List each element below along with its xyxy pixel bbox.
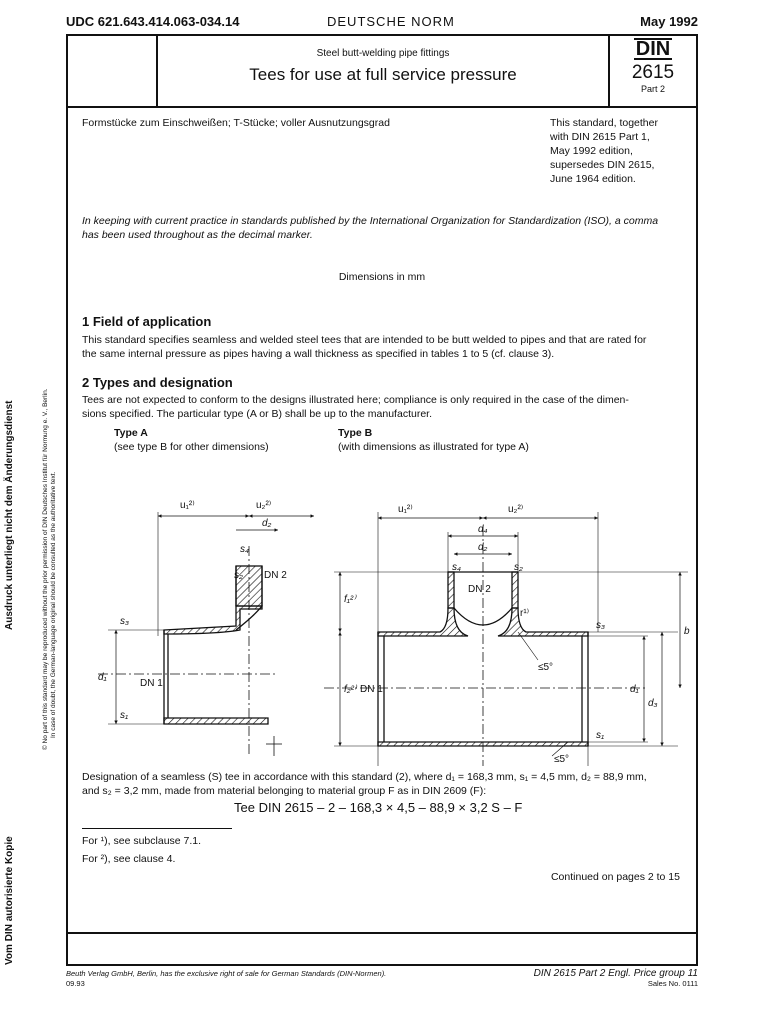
copyright-note: © No part of this standard may be reproduced without the prior permission of DIN Deutsches Institut für Normung e. V., Berlin. In case of doubt, the German-language original should be consulted as the authoritative text. — [42, 388, 57, 750]
designation-example: Tee DIN 2615 – 2 – 168,3 × 4,5 – 88,9 × 3,2 S – F — [234, 800, 523, 815]
label-u1: u₁²⁾ — [180, 500, 195, 511]
type-b-drawing — [324, 512, 688, 766]
footnotes: For ¹), see subclause 7.1. For ²), see clause 4. — [82, 835, 202, 865]
label-b-dn2: DN 2 — [468, 584, 491, 595]
type-a-caption: Type A (see type B for other dimensions) — [114, 427, 269, 453]
label-s4: s₄ — [240, 544, 250, 555]
dimensions-note: Dimensions in mm — [338, 271, 426, 283]
tee-drawing — [68, 456, 696, 766]
label-b-dn1: DN 1 — [360, 684, 383, 695]
german-title: Formstücke zum Einschweißen; T-Stücke; voller Ausnutzungsgrad — [82, 117, 390, 129]
label-s2: s₂ — [234, 570, 243, 581]
label-b-u1: u₁²⁾ — [398, 504, 413, 515]
side-note-no-update: Ausdruck unterliegt nicht dem Änderungsdienst — [4, 400, 15, 630]
continued-note: Continued on pages 2 to 15 — [550, 871, 680, 883]
label-f2: f₂²⁾ — [344, 684, 357, 695]
label-s3: s₃ — [120, 616, 129, 627]
section-1-text: This standard specifies seamless and welded steel tees that are intended to be butt welded to pipes and that are rated for the same internal pressure as pipes having a wall thickness as specified in tables 1 to 5 (cf. clause 3). — [82, 334, 647, 360]
label-d3: d₃ — [648, 698, 658, 709]
label-b-s2: s₂ — [514, 562, 523, 573]
din-part: Part 2 — [640, 84, 665, 94]
din-number: 2615 — [631, 62, 675, 83]
din-block — [610, 38, 696, 94]
footer-ref: DIN 2615 Part 2 Engl. Price group 11 Sales No. 0111 — [533, 968, 698, 988]
din-logo: DIN — [635, 38, 671, 60]
page-frame — [66, 34, 698, 966]
label-s1: s₁ — [120, 710, 129, 721]
label-d1: d₁ — [98, 672, 107, 683]
type-a-drawing — [98, 512, 314, 756]
label-dn2: DN 2 — [264, 570, 287, 581]
label-f1: f₁²⁾ — [344, 594, 356, 605]
label-u2: u₂²⁾ — [256, 500, 272, 511]
label-dn1: DN 1 — [140, 678, 163, 689]
label-b-s3: s₃ — [596, 620, 605, 631]
label-angle-top: ≤5° — [538, 662, 554, 673]
footnote-divider — [82, 828, 232, 829]
doc-title: Tees for use at full service pressure — [249, 65, 517, 84]
section-2-text: Tees are not expected to conform to the designs illustrated here; compliance is only required in the case of the dimen- sions specified. The particular type (A or B) shall be up to the manufacturer. — [82, 394, 629, 420]
supersedes-note: This standard, together with DIN 2615 Part 1, May 1992 edition, supersedes DIN 2615, June 1964 edition. — [550, 117, 658, 185]
iso-note: In keeping with current practice in standards published by the International Organization for Standardization (ISO), a comma has been used throughout as the decimal marker. — [82, 215, 659, 241]
label-angle-bottom: ≤5° — [554, 754, 570, 765]
label-b-d2: d₂ — [478, 542, 488, 553]
type-b-caption: Type B (with dimensions as illustrated for type A) — [338, 427, 529, 453]
side-note-authorized-copy: Vom DIN autorisierte Kopie — [4, 836, 15, 965]
label-r: r¹⁾ — [520, 608, 530, 619]
label-b-u2: u₂²⁾ — [508, 504, 524, 515]
doc-subtitle: Steel butt-welding pipe fittings — [316, 48, 450, 59]
section-1-heading: 1 Field of application — [82, 314, 212, 329]
label-b: b — [684, 626, 690, 637]
udc-code: UDC 621.643.414.063-034.14 — [66, 14, 240, 29]
label-d2: d₂ — [262, 518, 272, 529]
label-b-d1: d₁ — [630, 684, 639, 695]
norm-label: DEUTSCHE NORM — [327, 14, 455, 29]
designation-text: Designation of a seamless (S) tee in accordance with this standard (2), where d₁ = 168,3 mm, s₁ = 4,5 mm, d₂ = 88,9 mm, and s₂ = 3,2 mm, made from material belonging to material group F as in DIN 2609 (F): — [82, 771, 647, 797]
label-b-s4: s₄ — [452, 562, 462, 573]
footer-publisher: Beuth Verlag GmbH, Berlin, has the exclusive right of sale for German Standards (DIN-Normen). 09.93 — [66, 969, 387, 988]
section-2-heading: 2 Types and designation — [82, 375, 233, 390]
label-d4: d₄ — [478, 524, 488, 535]
label-b-s1: s₁ — [596, 730, 605, 741]
issue-date: May 1992 — [640, 14, 698, 29]
